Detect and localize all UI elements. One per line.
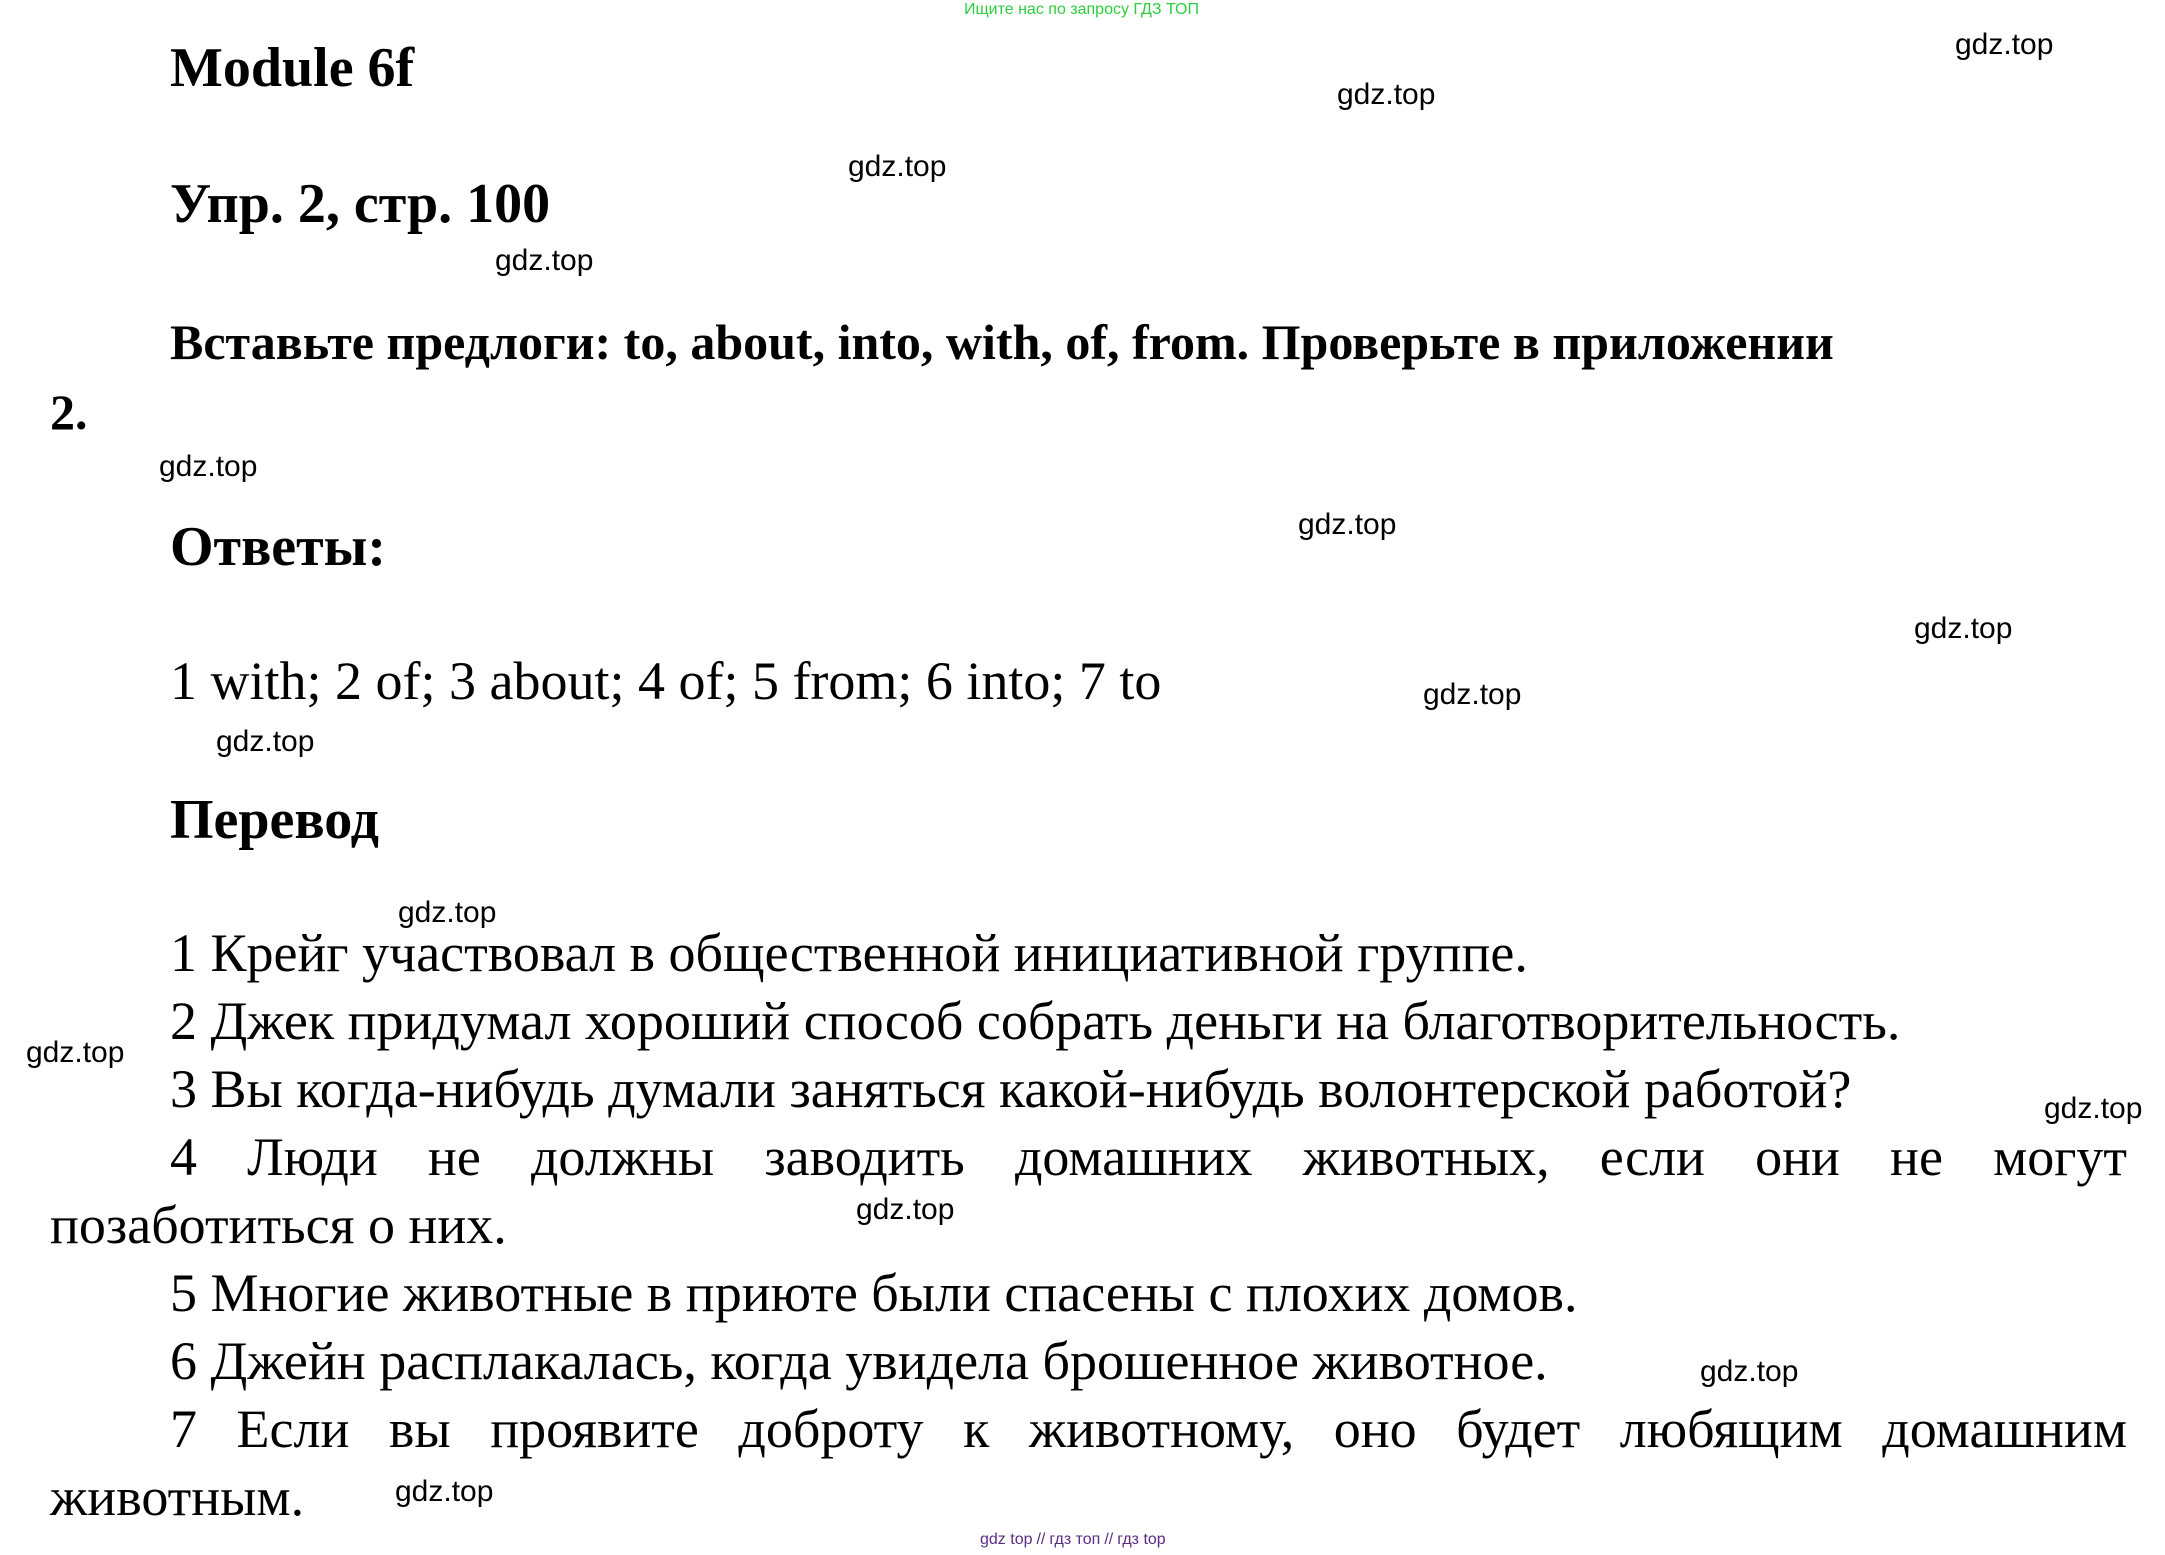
watermark: gdz.top (2044, 1092, 2143, 1125)
translation-sentence-7-cont: животным. (50, 1467, 305, 1527)
translation-sentence-4: 4 Люди не должны заводить домашних животных, если они не могут (170, 1127, 2127, 1187)
watermark: gdz.top (495, 244, 594, 277)
watermark: gdz.top (1914, 612, 2013, 645)
watermark: gdz.top (216, 725, 315, 758)
footer-link-gdz-top-ru[interactable]: гдз топ (1049, 1531, 1101, 1548)
exercise-label: Упр. 2, стр. 100 (170, 173, 551, 235)
watermark: gdz.top (395, 1475, 494, 1508)
watermark: gdz.top (1298, 508, 1397, 541)
task-instruction-cont: 2. (50, 384, 88, 440)
translation-sentence-2: 2 Джек придумал хороший способ собрать деньги на благотворительность. (170, 991, 1901, 1051)
top-banner[interactable]: Ищите нас по запросу ГДЗ ТОП (964, 1, 1199, 18)
footer-link-gdz-top-mixed[interactable]: гдз top (1117, 1531, 1166, 1548)
watermark: gdz.top (1423, 678, 1522, 711)
answers-heading: Ответы: (170, 516, 387, 578)
watermark: gdz.top (1337, 78, 1436, 111)
module-title: Module 6f (170, 37, 415, 99)
answers-text: 1 with; 2 of; 3 about; 4 of; 5 from; 6 into; 7 to (170, 651, 1162, 711)
footer-link-gdz-top[interactable]: gdz top (980, 1531, 1033, 1548)
watermark: gdz.top (398, 896, 497, 929)
translation-sentence-7: 7 Если вы проявите доброту к животному, оно будет любящим домашним (170, 1399, 2127, 1459)
translation-heading: Перевод (170, 789, 379, 851)
task-instruction: Вставьте предлоги: to, about, into, with, of, from. Проверьте в приложении (170, 314, 1834, 370)
watermark: gdz.top (848, 150, 947, 183)
translation-sentence-1: 1 Крейг участвовал в общественной инициативной группе. (170, 923, 1528, 983)
footer-links (980, 1531, 1166, 1549)
watermark: gdz.top (26, 1036, 125, 1069)
translation-sentence-6: 6 Джейн расплакалась, когда увидела брошенное животное. (170, 1331, 1548, 1391)
watermark: gdz.top (856, 1193, 955, 1226)
watermark: gdz.top (1700, 1355, 1799, 1388)
watermark: gdz.top (159, 450, 258, 483)
footer-separator: // (1104, 1531, 1114, 1548)
translation-sentence-4-cont: позаботиться о них. (50, 1195, 507, 1255)
translation-sentence-3: 3 Вы когда-нибудь думали заняться какой-нибудь волонтерской работой? (170, 1059, 1852, 1119)
translation-sentence-5: 5 Многие животные в приюте были спасены с плохих домов. (170, 1263, 1578, 1323)
watermark: gdz.top (1955, 28, 2054, 61)
footer-separator: // (1036, 1531, 1046, 1548)
